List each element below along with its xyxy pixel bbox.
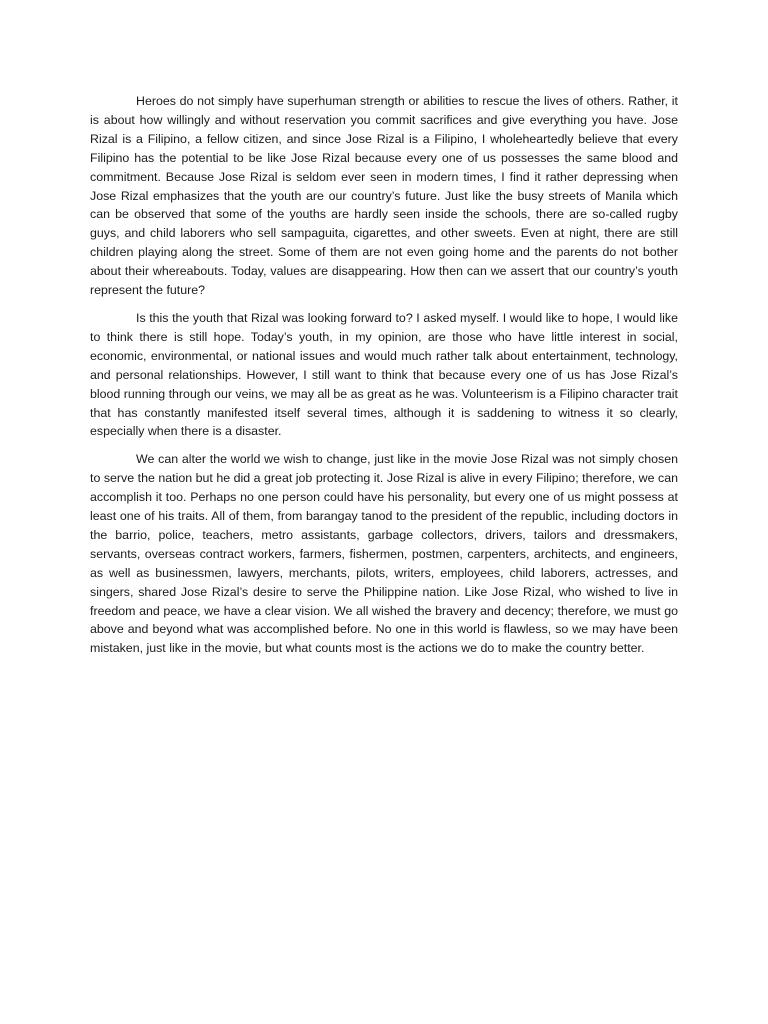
paragraph-2: Is this the youth that Rizal was looking forward to? I asked myself. I would like to hope, I would like to think there is still hope. Today’s youth, in my opinion, are those who have little interest in social, economic, environmental, or national issues and would much rather talk about entertainment, technology, and personal relationships. However, I still want to think that because every one of us has Jose Rizal’s blood running through our veins, we may all be as great as he was. Volunteerism is a Filipino character trait that has constantly manifested itself several times, although it is saddening to witness it so clearly, especially when there is a disaster.	[90, 310, 678, 439]
paragraph-3: We can alter the world we wish to change, just like in the movie Jose Rizal was not simply chosen to serve the nation but he did a great job protecting it. Jose Rizal is alive in every Filipino; therefore, we can accomplish it too. Perhaps no one person could have his personality, but every one of us might possess at least one of his traits. All of them, from barangay tanod to the president of the republic, including doctors in the barrio, police, teachers, metro assistants, garbage collectors, drivers, tailors and dressmakers, servants, overseas contract workers, farmers, fishermen, postmen, carpenters, architects, and engineers, as well as businessmen, lawyers, merchants, pilots, writers, employees, child laborers, actresses, and singers, shared Jose Rizal’s desire to serve the Philippine nation. Like Jose Rizal, who wished to live in freedom and peace, we have a clear vision. We all wished the bravery and decency; therefore, we must go above and beyond what was accomplished before. No one in this world is flawless, so we may have been mistaken, just like in the movie, but what counts most is the actions we do to make the country better.	[90, 452, 678, 656]
paragraph-1: Heroes do not simply have superhuman strength or abilities to rescue the lives of others. Rather, it is about how willingly and without reservation you commit sacrifices and give everything you have. Jose Rizal is a Filipino, a fellow citizen, and since Jose Rizal is a Filipino, I wholeheartedly believe that every Filipino has the potential to be like Jose Rizal because every one of us possesses the same blood and commitment. Because Jose Rizal is seldom ever seen in modern times, I find it rather depressing when Jose Rizal emphasizes that the youth are our country’s future. Just like the busy streets of Manila which can be observed that some of the youths are hardly seen inside the schools, there are so-called rugby guys, and child laborers who sell sampaguita, cigarettes, and other sweets. Even at night, there are still children playing along the street. Some of them are not even going home and the parents do not bother about their whereabouts. Today, values are disappearing. How then can we assert that our country’s youth represent the future?	[90, 94, 678, 298]
essay-body	[90, 92, 678, 667]
